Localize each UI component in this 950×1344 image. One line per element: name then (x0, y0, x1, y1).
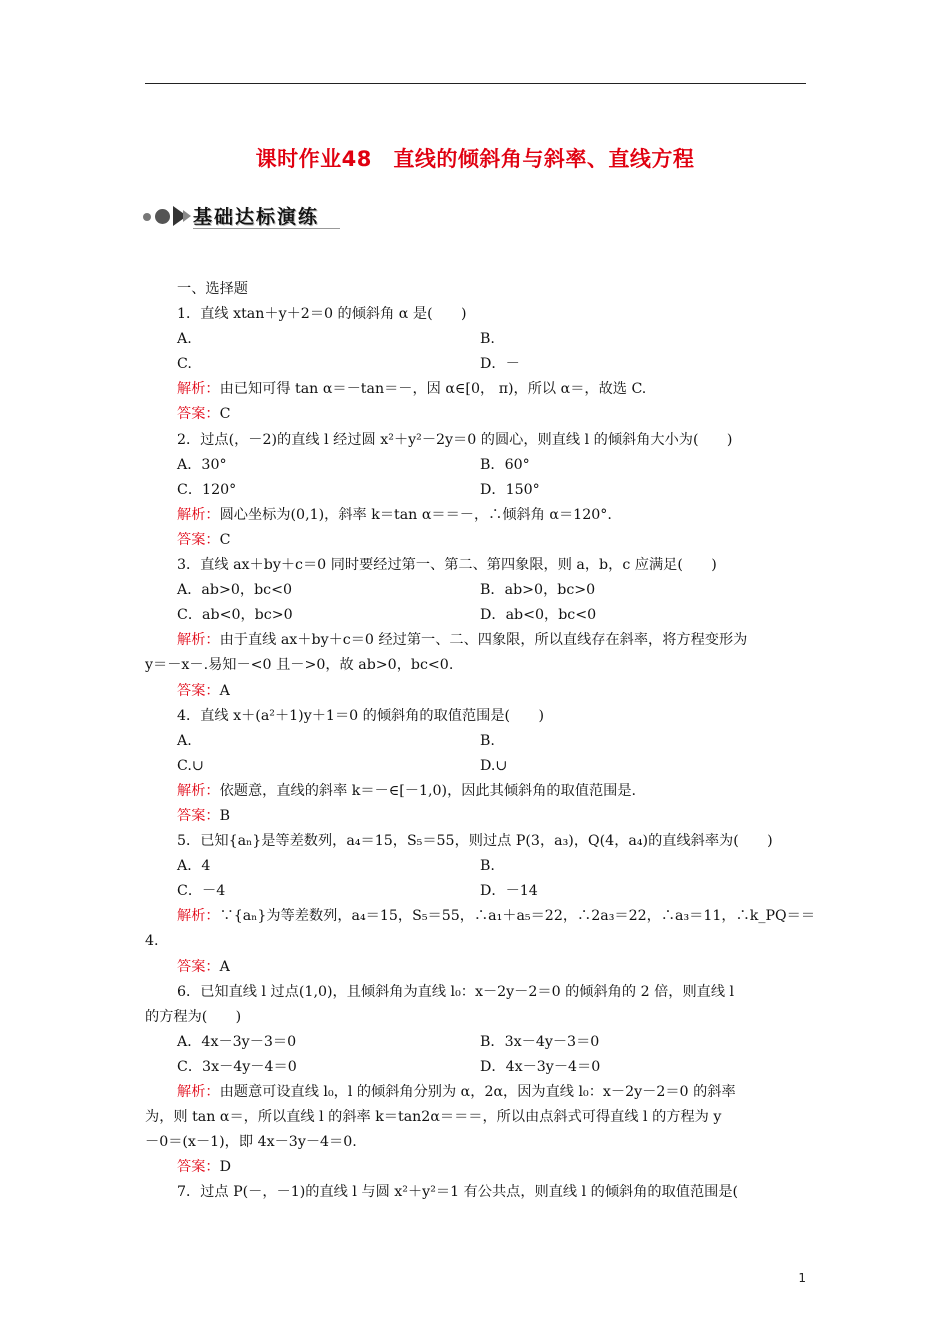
analysis-label: 解析： (177, 1084, 220, 1100)
option-b: B. (480, 858, 495, 875)
option-d: D．150° (480, 481, 540, 498)
question-6-cont: 的方程为( ) (145, 1008, 242, 1025)
q3-analysis (145, 628, 808, 653)
analysis-text: 由已知可得 tan α＝－tan＝－，因 α∈[0， π)，所以 α＝，故选 C. (219, 381, 647, 398)
answer-text: A (219, 958, 230, 975)
q6-analysis-cont-1: 为，则 tan α＝，所以直线 l 的斜率 k＝tan2α＝＝＝，所以由点斜式可得直线 l 的方程为 y (145, 1109, 722, 1126)
q6-options-cd (145, 1055, 808, 1080)
question-1: 1．直线 xtan＋y＋2＝0 的倾斜角 α 是( ) (177, 306, 467, 323)
banner-underline (193, 228, 340, 229)
q1-options-ab (145, 327, 808, 352)
analysis-text: 圆心坐标为(0,1)，斜率 k＝tan α＝＝－，∴倾斜角 α＝120°. (219, 506, 612, 523)
q6-analysis (145, 1080, 808, 1105)
option-c: C．3x－4y－4＝0 (177, 1058, 297, 1075)
option-a: A．ab>0，bc<0 (177, 582, 293, 599)
q2-answer (145, 528, 808, 553)
analysis-label: 解析： (177, 908, 220, 925)
q2-options-cd (145, 478, 808, 503)
option-d: D．－14 (480, 883, 538, 900)
q3-options-ab (145, 578, 808, 603)
option-b: B．ab>0，bc>0 (480, 582, 596, 599)
option-d: D．4x－3y－4＝0 (480, 1058, 601, 1075)
q4-options-ab (145, 729, 808, 754)
analysis-text: 由于直线 ax＋by＋c＝0 经过第一、二、四象限，所以直线存在斜率，将方程变形为 (219, 632, 748, 649)
q5-analysis (145, 904, 816, 929)
section-banner (143, 201, 343, 231)
q4-options-cd (145, 754, 808, 779)
option-c: C．ab<0，bc>0 (177, 607, 293, 624)
q6-answer (145, 1155, 808, 1180)
bullet-dot-large-icon (155, 209, 170, 224)
q3-options-cd (145, 603, 808, 628)
question-3: 3．直线 ax＋by＋c＝0 同时要经过第一、第二、第四象限，则 a，b，c 应满足( ) (177, 557, 717, 574)
q5-answer (145, 955, 808, 980)
option-b: B. (480, 331, 495, 348)
bullet-dot-small-icon (143, 213, 151, 221)
question-7: 7．过点 P(－，－1)的直线 l 与圆 x²＋y²＝1 有公共点，则直线 l 的倾斜角的取值范围是( (177, 1184, 739, 1201)
option-b: B．60° (480, 456, 530, 473)
q6-options-ab (145, 1030, 808, 1055)
option-a: A．4x－3y－3＝0 (177, 1033, 297, 1050)
page-title: 课时作业48 直线的倾斜角与斜率、直线方程 (255, 147, 695, 171)
analysis-label: 解析： (177, 782, 220, 799)
question-4: 4．直线 x＋(a²＋1)y＋1＝0 的倾斜角的取值范围是( ) (177, 707, 544, 724)
answer-label: 答案： (177, 682, 220, 699)
exercise-content (145, 277, 816, 1205)
page-number: 1 (798, 1271, 806, 1285)
q3-analysis-cont: y＝－x－.易知－<0 且－>0，故 ab>0，bc<0. (145, 657, 454, 674)
analysis-label: 解析： (177, 506, 220, 523)
q2-analysis (145, 503, 808, 528)
analysis-label: 解析： (177, 381, 220, 398)
option-c: C．120° (177, 481, 237, 498)
answer-text: D (219, 1159, 231, 1176)
option-a: A. (177, 732, 192, 749)
answer-text: A (219, 682, 230, 699)
answer-label: 答案： (177, 807, 220, 824)
q4-answer (145, 804, 808, 829)
answer-text: C (219, 406, 231, 423)
q6-analysis-cont-2: －0＝(x－1)，即 4x－3y－4＝0. (145, 1134, 357, 1151)
option-a: A. (177, 331, 192, 348)
answer-label: 答案： (177, 531, 220, 548)
q5-options-ab (145, 854, 808, 879)
q1-answer (145, 402, 808, 427)
option-d: D.∪ (480, 757, 508, 774)
analysis-text: 依题意，直线的斜率 k＝－∈[－1,0)，因此其倾斜角的取值范围是. (219, 782, 637, 799)
option-c: C．－4 (177, 883, 226, 900)
analysis-text: ∵{aₙ}为等差数列，a₄＝15，S₅＝55，∴a₁＋a₅＝22，∴2a₃＝22，∴a₃＝11，∴k_PQ＝＝ (219, 908, 816, 925)
option-c: C.∪ (177, 757, 204, 774)
option-d: D．－ (480, 356, 520, 373)
q5-analysis-cont: 4. (145, 933, 159, 950)
header-rule (145, 83, 806, 84)
q2-options-ab (145, 453, 808, 478)
answer-label: 答案： (177, 406, 220, 423)
question-2: 2．过点(，－2)的直线 l 经过圆 x²＋y²－2y＝0 的圆心，则直线 l 的倾斜角大小为( ) (177, 431, 733, 448)
q5-options-cd (145, 879, 808, 904)
arrow-right-small-icon (183, 210, 191, 222)
answer-text: B (219, 807, 231, 824)
section-banner-label: 基础达标演练 (193, 206, 320, 228)
answer-text: C (219, 531, 231, 548)
option-a: A．4 (177, 858, 211, 875)
q1-analysis (145, 377, 808, 402)
q4-analysis (145, 779, 808, 804)
q3-answer (145, 679, 808, 704)
analysis-label: 解析： (177, 632, 220, 649)
option-b: B. (480, 732, 495, 749)
question-5: 5．已知{aₙ}是等差数列，a₄＝15，S₅＝55，则过点 P(3，a₃)，Q(4，a₄)的直线斜率为( ) (177, 833, 773, 850)
analysis-text: 由题意可设直线 l₀，l 的倾斜角分别为 α，2α，因为直线 l₀：x－2y－2＝0 的斜率 (219, 1084, 736, 1100)
option-c: C. (177, 356, 192, 373)
option-d: D．ab<0，bc<0 (480, 607, 597, 624)
answer-label: 答案： (177, 958, 220, 975)
option-a: A．30° (177, 456, 227, 473)
section-heading: 一、选择题 (177, 281, 248, 297)
answer-label: 答案： (177, 1159, 220, 1176)
question-6: 6．已知直线 l 过点(1,0)，且倾斜角为直线 l₀：x－2y－2＝0 的倾斜角的 2 倍，则直线 l (177, 983, 735, 1000)
q1-options-cd (145, 352, 808, 377)
option-b: B．3x－4y－3＝0 (480, 1033, 600, 1050)
